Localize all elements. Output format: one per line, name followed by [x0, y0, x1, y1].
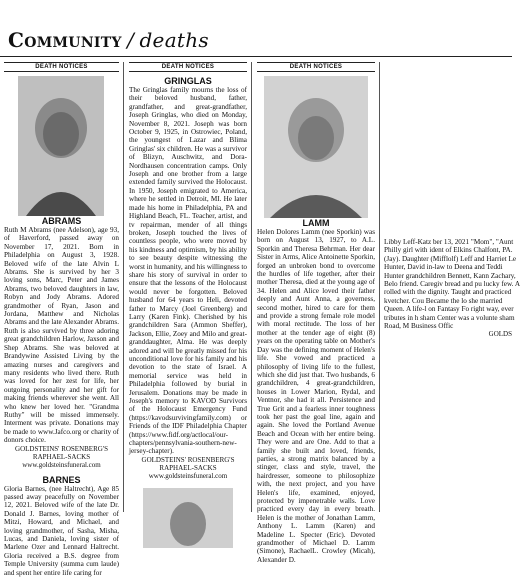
column-header: DEATH NOTICES: [4, 62, 119, 72]
lamm-photo: [257, 76, 375, 218]
column-1: [4, 62, 119, 577]
funeral-home-2: RAPHAEL-SACKS: [32, 452, 91, 461]
funeral-home: GOLDSTEINS' ROSENBERG'S: [141, 455, 235, 464]
column-header: DEATH NOTICES: [257, 62, 375, 72]
obituary-name: BARNES: [42, 474, 81, 485]
section-name: Community: [8, 28, 122, 52]
portrait-abrams: [18, 76, 104, 216]
obituary-text: Helen Dolores Lamm (nee Sporkin) was born on August 13, 1927, to A.L. Sporkin and Theresa Behrman. Her dear Sister in Arms, Alice Antoinette Sporkin, forged an unbroken bond to overcome the hurdles of life together, after their mother Theresa, died at the young age of 34. Helen and Alice loved their father deeply and Aunt Anna, a governess, second mother, hired to care for them and provide a strong female role model with moral rectitude. The loss of her mother at the tender age of eight (8) years on the operating table on Mother's Day was the defining moment of Helen's life. She vowed and practiced a philosophy of living life to the fullest, which she did just that. Two husbands, 6 grandchildren, 4 great-grandchildren, houses in Lower Marion, Rydal, and Ventnor, she had it all. Persistence and True Grit and a fearless inner toughness took her past the goal line, again and again. She loved the Portland Avenue Beach and Ocean with her entire being. They were and are One. Add to that a family she built and loved, friends, parties, a strong matrix balanced by a stinger, class and style, travel, the hairdresser, someone to philosophize with, the next project, and you have Helen's life, examined, enjoyed, protected by impenetrable walls. Love practiced every day in every breath. Helen is the mother of Jonathan Lamm, Anthony L. Lamm (Karen) and Madeline L. Specter (Eric). Devoted grandmother of Michael D. Lamm (Simone), RachaelL. Crowley (Micah), Alexander D.: [257, 228, 375, 564]
subsection-name: deaths: [139, 28, 209, 52]
next-photo: [129, 488, 247, 548]
funeral-home: GOLDSTEINS' ROSENBERG'S: [15, 444, 108, 453]
column-divider: [251, 62, 252, 512]
column-4: [384, 238, 520, 512]
funeral-home-website: www.goldsteinsfuneral.com: [22, 460, 101, 469]
obituary-name: GRINGLAS: [164, 76, 212, 86]
obituary-text: Ruth M Abrams (nee Adelson), age 93, of Haverford, passed away on November 17, 2021. Born in Philadelphia on August 3, 1928. Beloved wife of the late Alvin L Abrams. She is survived by her 3 loving sons, Marc, Peter and James Abrams, two beloved daughters in law, Robyn and Jody Abrams. Adored grandmother of Ryan, Jason and Jordana, Matthew and Nicholas Abrams and the late Alexander Abrams. Ruth is also survived by three adoring great grandchildren Harlow, Jaxson and Shep Abrams. She was beloved at Brandywine Assisted Living by the amazing nurses and caregivers and many residents who lived there. Ruth was loved for her zest for life, her outgoing personality and her gift for making friends wherever she went. All who knew her loved her. "Grandma Ruthy" will be missed immensely. Interment was private. Donations may be made to www.Jafco.org or charity of donors choice.: [4, 226, 119, 445]
obituary-text: The Gringlas family mourns the loss of their beloved husband, father, grandfather, and great-grandfather, Joseph Gringlas, who died on Monday, November 8, 2021. Joseph was born October 9, 1925, in Ostrowiec, Poland, the youngest of Lazar and Blima Gringlas' six children. He was a survivor of Blizyn, Auschwitz, and Dora-Nordhausen concentration camps. Only Joseph and one brother from a large extended family survived the Holocaust. In 1950, Joseph emigrated to America, where he settled in Detroit, MI. He later made his home in Philadelphia, PA and Highland Beach, FL. Teacher, artist, and tv repairman, mender of all things broken, Joseph touched the lives of countless people, who were moved by his kindness and optimism, by his ability to see beauty despite witnessing the worst in humanity, and his willingness to share his story of survival in order to ensure that the lessons of the Holocaust would never be forgotten. Beloved husband for 64 years to Heli, devoted father to Marcy (Joel Greenberg) and Larry (Karen Fink). Cherished by his grandchildren Sara (Ammon Sheffer), Jackson, Ellie, Zoey and Milo and great-granddaughter, Alma. He was deeply adored and will be greatly missed for his unconditional love for his family and his devotion to the state of Israel. A memorial service was held in Philadelphia followed by burial in Jerusalem. Donations may be made in Joseph's memory to KAVOD Survivors of the Holocaust Emergency Fund (https://kavodsurvivingfamily.com) or Friends of the IDF Philadelphia Chapter (https://www.fidf.org/actlocal/our-chapters/pennsylvania-southern-new-jersey-chapter).: [129, 86, 247, 456]
column-divider: [123, 62, 124, 512]
funeral-home-website: www.goldsteinsfuneral.com: [148, 471, 228, 480]
funeral-home-2: RAPHAEL-SACKS: [159, 463, 217, 472]
portrait-lamm: [264, 76, 368, 218]
separator: /: [127, 28, 135, 52]
column-2: [129, 62, 247, 512]
section-title: [8, 28, 209, 53]
portrait-next: [143, 488, 233, 548]
obituary-text: Libby Leff-Katz ber 13, 2021 "Mom", "Aunt Philly girl with ident of Elkins Chalfont, PA. (Jay). Daughter (Mifflolf) Leff and Harriet Le Hunter, David in-law to Deena and Teddi Hunter grandchildren Bennett, Kann Zachary, Belo friend. Caregiv bread and pu lucky few. A rolled with the dignity. Taught and practiced kvetcher. Cou Became the lo she married Queen. A life-l on Fantasy Fo right way, ever tributes in h sham Center was a volunte sham Road, M Business Offic: [384, 238, 520, 331]
obituary-name: ABRAMS: [41, 216, 82, 226]
funeral-home: GOLDS: [488, 330, 512, 339]
obituary-text: Gloria Barnes, (nee Haltrecht), Age 85 passed away peacefully on November 12, 2021. Beloved wife of the late Dr. Donald J. Barnes, loving mother of Mitzi, Howard, and Michael, and loving grandmother, of Sasha, Misha, Lucas, and Daniela, loving sister of Marlene Ozer and Lennard Haltrecht. Gloria received a B.S. degree from Temple University (summa cum laude) and spent her entire life caring for: [4, 484, 119, 577]
abrams-photo: [4, 76, 119, 216]
column-header: DEATH NOTICES: [129, 62, 247, 72]
column-3: [257, 62, 375, 564]
header-rule: [0, 56, 512, 57]
column-divider: [379, 62, 380, 512]
obituary-name: LAMM: [302, 218, 330, 228]
